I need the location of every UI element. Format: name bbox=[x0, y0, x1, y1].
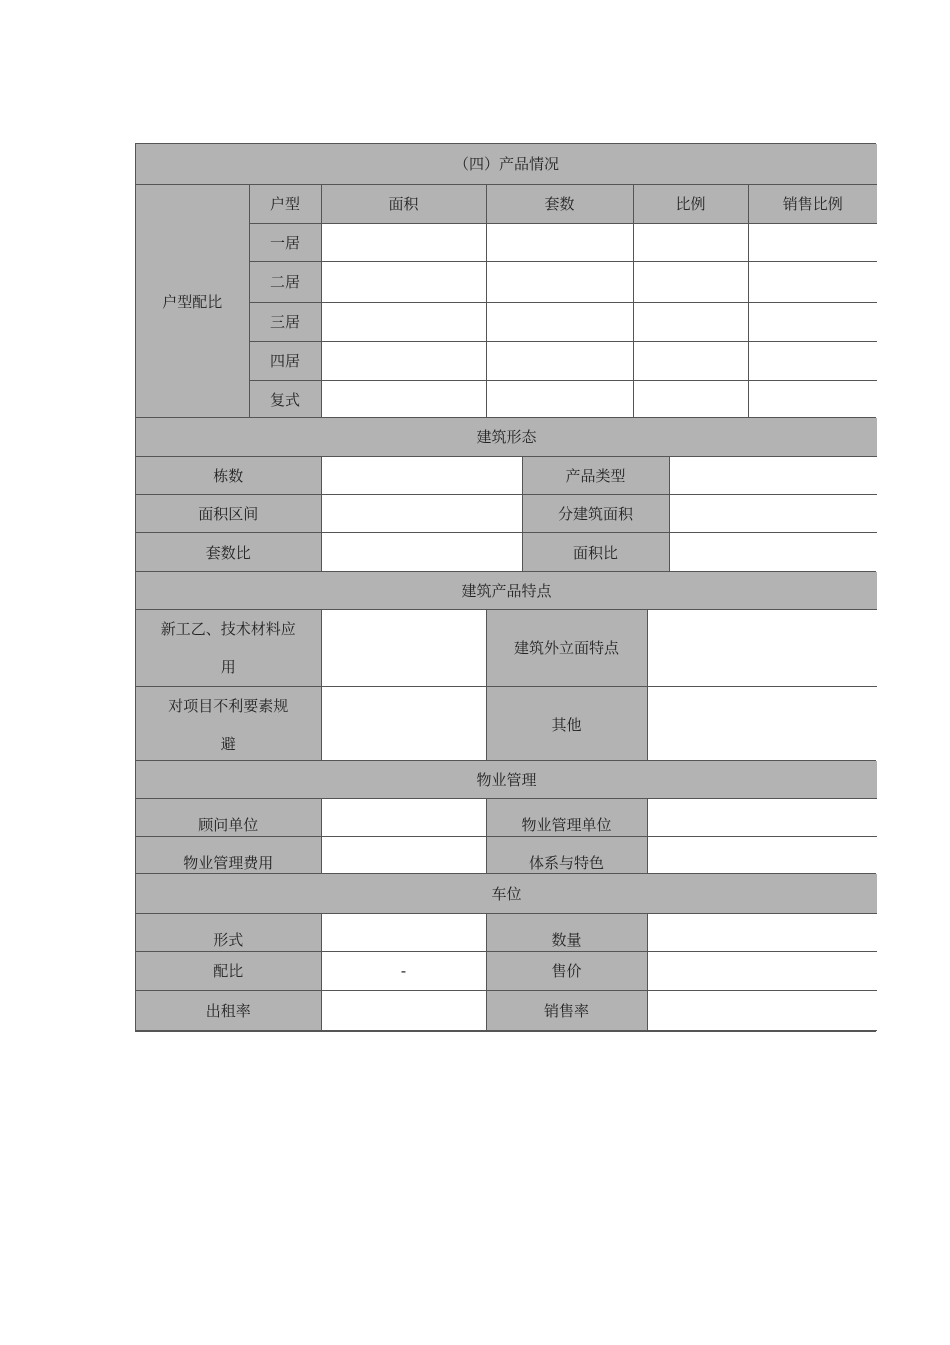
input-cell[interactable] bbox=[321, 341, 486, 380]
label-risk-avoidance: 对项目不利要素规 避 bbox=[136, 686, 321, 763]
input-cell[interactable] bbox=[321, 609, 486, 686]
label-area-ratio: 面积比 bbox=[522, 532, 669, 572]
parking-title: 车位 bbox=[136, 874, 877, 913]
input-cell[interactable] bbox=[321, 223, 486, 261]
building-title: 建筑形态 bbox=[136, 418, 877, 456]
input-cell[interactable] bbox=[647, 951, 877, 990]
input-cell[interactable] bbox=[669, 494, 877, 532]
header-ratio: 比例 bbox=[633, 184, 748, 223]
input-cell[interactable] bbox=[321, 494, 522, 532]
input-cell[interactable] bbox=[486, 341, 633, 380]
label-pm-fee: 物业管理费用 bbox=[136, 836, 321, 874]
input-cell[interactable] bbox=[633, 223, 748, 261]
header-unit-type: 户型 bbox=[249, 184, 321, 223]
input-cell[interactable] bbox=[321, 836, 486, 874]
features-section bbox=[135, 571, 876, 764]
unit-type-3: 三居 bbox=[249, 302, 321, 341]
label-rental-rate: 出租率 bbox=[136, 990, 321, 1030]
input-cell[interactable] bbox=[321, 686, 486, 763]
input-cell[interactable] bbox=[633, 380, 748, 418]
label-sales-rate: 销售率 bbox=[486, 990, 647, 1030]
building-table bbox=[136, 418, 877, 573]
input-cell[interactable] bbox=[321, 990, 486, 1030]
input-cell[interactable] bbox=[647, 686, 877, 763]
input-cell[interactable] bbox=[486, 261, 633, 302]
input-cell[interactable] bbox=[321, 380, 486, 418]
product-section bbox=[135, 143, 876, 419]
label-parking-ratio: 配比 bbox=[136, 951, 321, 990]
label-parking-quantity: 数量 bbox=[486, 913, 647, 951]
input-cell[interactable] bbox=[748, 261, 877, 302]
header-count: 套数 bbox=[486, 184, 633, 223]
input-cell[interactable] bbox=[486, 380, 633, 418]
features-title: 建筑产品特点 bbox=[136, 572, 877, 609]
input-cell[interactable] bbox=[321, 798, 486, 836]
label-new-tech: 新工乙、技术材料应 用 bbox=[136, 609, 321, 686]
input-cell[interactable] bbox=[321, 302, 486, 341]
unit-type-5: 复式 bbox=[249, 380, 321, 418]
input-cell[interactable] bbox=[486, 223, 633, 261]
label-other: 其他 bbox=[486, 686, 647, 763]
label-facade-features: 建筑外立面特点 bbox=[486, 609, 647, 686]
label-product-type: 产品类型 bbox=[522, 456, 669, 494]
input-cell[interactable] bbox=[647, 913, 877, 951]
parking-table bbox=[136, 874, 877, 1031]
label-unit-ratio: 套数比 bbox=[136, 532, 321, 572]
header-area: 面积 bbox=[321, 184, 486, 223]
label-parking-form: 形式 bbox=[136, 913, 321, 951]
input-cell[interactable] bbox=[321, 261, 486, 302]
label-consultant: 顾问单位 bbox=[136, 798, 321, 836]
label-area-range: 面积区间 bbox=[136, 494, 321, 532]
input-cell[interactable] bbox=[748, 223, 877, 261]
label-pm-company: 物业管理单位 bbox=[486, 798, 647, 836]
unit-type-2: 二居 bbox=[249, 261, 321, 302]
building-section bbox=[135, 417, 876, 573]
property-table bbox=[136, 761, 877, 875]
unit-type-1: 一居 bbox=[249, 223, 321, 261]
unit-type-4: 四居 bbox=[249, 341, 321, 380]
input-cell[interactable] bbox=[748, 380, 877, 418]
input-cell[interactable] bbox=[748, 302, 877, 341]
input-cell[interactable] bbox=[633, 302, 748, 341]
input-cell[interactable] bbox=[486, 302, 633, 341]
input-cell[interactable] bbox=[647, 609, 877, 686]
input-cell[interactable] bbox=[669, 532, 877, 572]
input-cell[interactable] bbox=[647, 836, 877, 874]
product-table bbox=[136, 144, 877, 419]
unit-mix-label: 户型配比 bbox=[136, 184, 249, 418]
input-cell[interactable] bbox=[647, 990, 877, 1030]
input-cell[interactable] bbox=[633, 261, 748, 302]
input-cell[interactable] bbox=[321, 456, 522, 494]
input-cell[interactable] bbox=[321, 913, 486, 951]
parking-ratio-value[interactable]: - bbox=[321, 951, 486, 990]
parking-section bbox=[135, 873, 876, 1032]
input-cell[interactable] bbox=[647, 798, 877, 836]
label-system-features: 体系与特色 bbox=[486, 836, 647, 874]
label-building-count: 栋数 bbox=[136, 456, 321, 494]
features-table bbox=[136, 572, 877, 764]
property-title: 物业管理 bbox=[136, 761, 877, 798]
product-title: （四）产品情况 bbox=[136, 144, 877, 184]
property-section bbox=[135, 760, 876, 875]
header-sales-ratio: 销售比例 bbox=[748, 184, 877, 223]
input-cell[interactable] bbox=[633, 341, 748, 380]
label-parking-price: 售价 bbox=[486, 951, 647, 990]
label-sub-building-area: 分建筑面积 bbox=[522, 494, 669, 532]
input-cell[interactable] bbox=[748, 341, 877, 380]
input-cell[interactable] bbox=[321, 532, 522, 572]
input-cell[interactable] bbox=[669, 456, 877, 494]
